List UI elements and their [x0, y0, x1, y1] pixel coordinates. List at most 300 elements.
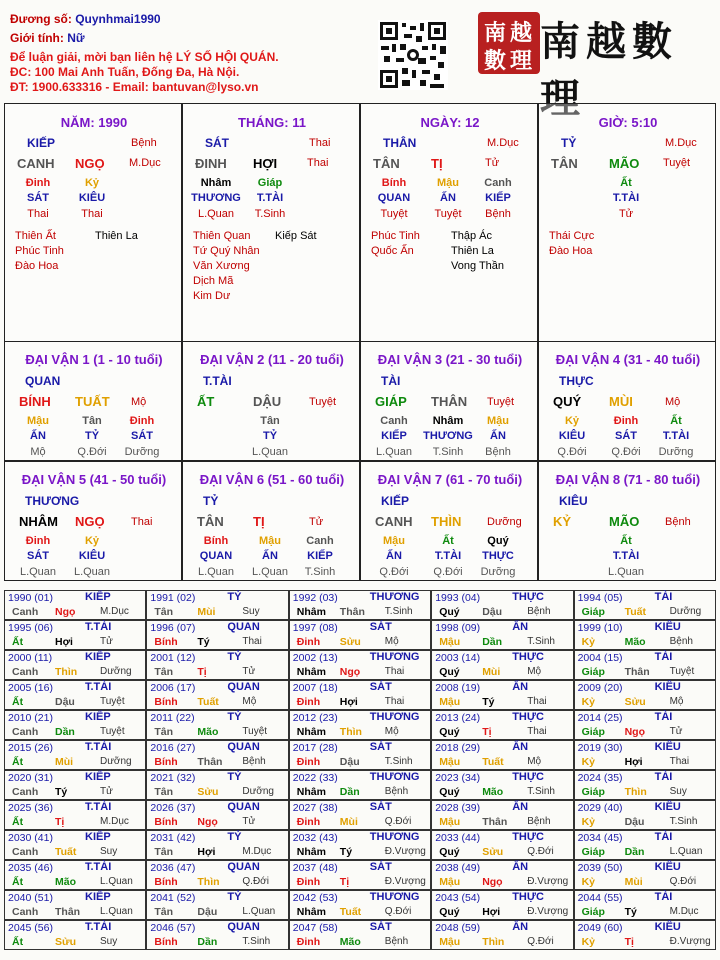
year-label: 2027 (38) — [292, 802, 338, 814]
hidden-stem: Bính — [203, 535, 229, 547]
hidden-star: QUAN — [199, 550, 233, 562]
pillar-cell — [360, 103, 538, 342]
dai-van-star: THỰC — [559, 374, 594, 388]
year-label: 2001 (12) — [150, 652, 196, 664]
dai-van-stage: Tuyệt — [309, 396, 337, 408]
year-cell — [574, 740, 716, 770]
year-chi: Ngọ — [482, 876, 503, 888]
year-label: 2031 (42) — [150, 832, 196, 844]
dai-van-cell — [538, 341, 716, 461]
dai-van-title: ĐẠI VẬN 5 (41 - 50 tuổi) — [21, 472, 167, 487]
year-cell — [146, 890, 288, 920]
hidden-stem: Đinh — [25, 535, 51, 547]
dai-van-stage: Mộ — [665, 396, 681, 408]
year-star: TỶ — [227, 831, 242, 843]
dai-van-can: ẤT — [197, 394, 215, 409]
year-can: Đinh — [296, 696, 321, 708]
year-stage: L.Quan — [669, 846, 703, 857]
hidden-stage: Q.Đới — [77, 446, 107, 458]
year-chi: Mùi — [339, 816, 358, 828]
year-cell — [146, 770, 288, 800]
year-star: KIẾP — [85, 591, 111, 603]
year-can: Tân — [154, 786, 174, 798]
dai-van-star: TỶ — [203, 494, 219, 508]
pillar-can: CANH — [17, 156, 55, 171]
year-chi: Tị — [339, 876, 350, 888]
year-stage: T.Sinh — [669, 816, 698, 827]
hidden-star: T.TÀI — [662, 430, 690, 442]
year-can: Tân — [154, 906, 174, 918]
dai-van-title: ĐẠI VẬN 7 (61 - 70 tuổi) — [377, 472, 523, 487]
hidden-star: QUAN — [377, 192, 411, 204]
year-star: THƯƠNG — [369, 711, 420, 723]
year-label: 2013 (24) — [435, 712, 481, 724]
year-label: 2044 (55) — [577, 892, 623, 904]
year-label: 2036 (47) — [150, 862, 196, 874]
year-label: 2019 (30) — [577, 742, 623, 754]
year-cell — [289, 830, 431, 860]
year-cell — [574, 890, 716, 920]
dai-van-star: THƯƠNG — [25, 494, 80, 508]
dai-van-chi: TUẤT — [75, 394, 110, 409]
year-stage: Q.Đới — [527, 846, 554, 857]
year-star: TÀI — [654, 831, 673, 843]
year-can: Kỷ — [581, 876, 596, 888]
year-cell — [574, 650, 716, 680]
year-chi: Thìn — [482, 936, 505, 948]
year-chi: Thân — [339, 606, 365, 618]
year-cell — [431, 740, 573, 770]
year-stage: Bệnh — [384, 786, 409, 797]
hidden-star: SÁT — [615, 430, 637, 442]
pillar-star-stage: M.Dục — [665, 137, 697, 149]
year-cell — [4, 770, 146, 800]
dai-van-cell — [538, 461, 716, 581]
hidden-star: T.TÀI — [256, 192, 284, 204]
dai-van-can: GIÁP — [375, 394, 407, 409]
year-cell — [289, 680, 431, 710]
year-cell — [4, 890, 146, 920]
year-chi: Thân — [624, 666, 650, 678]
year-can: Canh — [12, 726, 39, 738]
year-stage: M.Dục — [100, 606, 129, 617]
year-star: TỶ — [227, 891, 242, 903]
hidden-stage: Bệnh — [485, 446, 511, 458]
pillar-star-stage: M.Dục — [487, 137, 519, 149]
year-chi: Sửu — [482, 846, 504, 858]
year-cell — [289, 860, 431, 890]
year-label: 2004 (15) — [577, 652, 623, 664]
year-can: Giáp — [581, 606, 605, 618]
year-label: 2033 (44) — [435, 832, 481, 844]
year-cell — [4, 920, 146, 950]
year-star: THỰC — [512, 891, 544, 903]
year-can: Đinh — [296, 816, 321, 828]
pillar-cell — [4, 103, 182, 342]
year-chi: Mùi — [482, 666, 501, 678]
year-label: 2011 (22) — [150, 712, 195, 724]
hidden-stem: Nhâm — [432, 415, 464, 427]
year-cell — [431, 680, 573, 710]
shen-sha-left: Thái Cực — [549, 230, 595, 242]
year-can: Nhâm — [296, 906, 326, 918]
year-chi: Thìn — [55, 666, 78, 678]
pillar-cell — [182, 103, 360, 342]
year-chi: Mùi — [55, 756, 74, 768]
year-cell — [431, 770, 573, 800]
year-star: ẤN — [512, 861, 529, 873]
year-star: KIÊU — [654, 801, 681, 813]
year-stage: Dưỡng — [242, 786, 274, 797]
dai-van-chi: THÂN — [431, 394, 468, 409]
gender-line: Giới tính: Nữ — [10, 31, 85, 45]
year-cell — [146, 830, 288, 860]
year-chi: Tý — [482, 696, 495, 708]
dai-van-cell — [4, 341, 182, 461]
year-stage: Tử — [100, 636, 113, 647]
year-stage: Bệnh — [527, 606, 551, 617]
year-chi: Tý — [339, 846, 353, 858]
year-star: TÀI — [654, 591, 673, 603]
year-cell — [146, 860, 288, 890]
hidden-stage: Q.Đới — [433, 566, 463, 578]
year-label: 2023 (34) — [435, 772, 481, 784]
year-cell — [289, 590, 431, 620]
year-stage: Tuyệt — [100, 726, 125, 737]
year-label: 2022 (33) — [292, 772, 338, 784]
year-label: 2007 (18) — [292, 682, 338, 694]
year-cell — [146, 650, 288, 680]
year-star: T.TÀI — [85, 741, 112, 753]
year-chi: Dậu — [55, 696, 75, 708]
year-cell — [289, 620, 431, 650]
year-label: 2006 (17) — [150, 682, 196, 694]
shen-sha-right: Kiếp Sát — [275, 230, 317, 242]
dai-van-can: KỶ — [553, 514, 572, 529]
pillar-chi: NGỌ — [75, 156, 105, 171]
year-label: 1995 (06) — [8, 622, 53, 634]
year-cell — [146, 710, 288, 740]
hidden-star: THỰC — [482, 550, 514, 562]
year-chi: Dần — [55, 726, 75, 738]
year-cell — [146, 800, 288, 830]
year-cell — [574, 920, 716, 950]
pillar-can: TÂN — [373, 156, 400, 171]
dai-van-star: QUAN — [25, 374, 61, 388]
year-stage: Tử — [669, 726, 683, 737]
year-stage: Thai — [384, 696, 405, 707]
year-chi: Dậu — [624, 816, 645, 828]
year-star: QUAN — [227, 621, 260, 633]
year-can: Đinh — [296, 876, 321, 888]
dai-van-title: ĐẠI VẬN 8 (71 - 80 tuổi) — [555, 472, 701, 487]
year-label: 2003 (14) — [435, 652, 481, 664]
hidden-stage: L.Quan — [251, 446, 289, 458]
year-cell — [574, 860, 716, 890]
year-stage: Mộ — [527, 756, 542, 767]
year-label: 2024 (35) — [577, 772, 623, 784]
hidden-star: KIÊU — [78, 550, 106, 562]
year-cell — [4, 800, 146, 830]
year-label: 2015 (26) — [8, 742, 53, 754]
dai-van-chi: DẬU — [253, 394, 282, 409]
year-can: Giáp — [581, 906, 605, 918]
year-chi: Tuất — [197, 696, 219, 708]
year-chi: Sửu — [55, 936, 77, 948]
year-can: Giáp — [581, 846, 605, 858]
year-cell — [146, 920, 288, 950]
year-star: KIẾP — [85, 831, 111, 843]
year-stage: L.Quan — [242, 906, 276, 917]
year-label: 2040 (51) — [8, 892, 53, 904]
dai-van-chi: TỊ — [253, 514, 265, 529]
shen-sha-left: Phúc Tinh — [15, 245, 64, 257]
hidden-star: KIẾP — [307, 550, 333, 562]
year-stage: Tuyệt — [669, 666, 695, 677]
year-stage: Bệnh — [384, 936, 409, 947]
shen-sha-right: Thiên La — [95, 230, 138, 242]
dai-van-title: ĐẠI VẬN 1 (1 - 10 tuổi) — [25, 352, 163, 367]
year-star: QUAN — [227, 921, 260, 933]
dai-van-star: KIẾP — [381, 494, 410, 508]
year-label: 2047 (58) — [292, 922, 338, 934]
year-label: 2005 (16) — [8, 682, 53, 694]
hidden-stage: Mộ — [30, 446, 46, 458]
hidden-stem: Ất — [620, 177, 632, 189]
hidden-stem: Bính — [381, 177, 407, 189]
year-chi: Ngọ — [624, 726, 646, 738]
year-cell — [431, 920, 573, 950]
pillar-star-stage: Bệnh — [131, 137, 157, 149]
year-cell — [431, 830, 573, 860]
year-star: KIÊU — [654, 921, 681, 933]
year-stage: Q.Đới — [669, 876, 697, 887]
year-label: 1991 (02) — [150, 592, 196, 604]
hidden-star: TỶ — [84, 430, 100, 442]
year-can: Kỷ — [581, 636, 596, 648]
hidden-star: ẤN — [386, 550, 402, 562]
hidden-star: KIÊU — [558, 430, 586, 442]
hidden-star: T.TÀI — [612, 550, 640, 562]
year-stage: T.Sinh — [527, 636, 555, 647]
year-can: Bính — [154, 816, 178, 828]
year-stage: Tử — [242, 816, 256, 827]
year-label: 2035 (46) — [8, 862, 53, 874]
hidden-star: KIÊU — [78, 192, 106, 204]
dai-van-stage: Dưỡng — [487, 516, 522, 528]
dai-van-cell — [182, 341, 360, 461]
year-can: Quý — [439, 906, 460, 918]
shen-sha-left: Đào Hoa — [15, 260, 59, 272]
phone-email-line: ĐT: 1900.633316 - Email: bantuvan@lyso.vn — [10, 80, 259, 94]
year-can: Đinh — [296, 936, 321, 948]
year-chi: Ngọ — [339, 666, 361, 678]
year-star: QUAN — [227, 801, 260, 813]
year-can: Canh — [12, 786, 39, 798]
year-label: 2028 (39) — [435, 802, 481, 814]
hidden-stem: Ất — [620, 535, 632, 547]
hidden-stem: Tân — [260, 415, 280, 427]
year-cell — [289, 650, 431, 680]
year-cell — [574, 770, 716, 800]
year-stage: Suy — [100, 846, 118, 857]
year-can: Kỷ — [581, 696, 596, 708]
year-star: THƯƠNG — [369, 651, 420, 663]
year-chi: Dần — [482, 636, 503, 648]
year-label: 1992 (03) — [292, 592, 338, 604]
year-cell — [431, 710, 573, 740]
year-chi: Dần — [624, 846, 645, 858]
year-cell — [146, 740, 288, 770]
dai-van-star: T.TÀI — [203, 374, 232, 388]
dai-van-chi: THÌN — [431, 514, 462, 529]
year-star: ẤN — [512, 921, 529, 933]
year-chi: Tý — [55, 786, 68, 798]
year-label: 2038 (49) — [435, 862, 481, 874]
hidden-stem: Canh — [380, 415, 408, 427]
year-star: TỶ — [227, 711, 242, 723]
year-star: KIÊU — [654, 741, 681, 753]
year-stage: Q.Đới — [384, 906, 412, 917]
year-cell — [574, 710, 716, 740]
hidden-star: SÁT — [27, 192, 49, 204]
year-star: TÀI — [654, 711, 673, 723]
year-stage: Suy — [242, 606, 260, 617]
year-chi: Sửu — [197, 786, 219, 798]
hidden-star: T.TÀI — [434, 550, 462, 562]
year-chi: Thân — [55, 906, 81, 918]
year-cell — [4, 830, 146, 860]
year-cell — [574, 800, 716, 830]
shen-sha-left: Đào Hoa — [549, 245, 593, 257]
year-chi: Mão — [197, 726, 219, 738]
year-label: 2043 (54) — [435, 892, 481, 904]
year-can: Canh — [12, 666, 39, 678]
year-chi: Tuất — [339, 906, 362, 918]
year-chi: Hợi — [197, 846, 216, 858]
dai-van-title: ĐẠI VẬN 4 (31 - 40 tuổi) — [555, 352, 701, 367]
year-cell — [289, 710, 431, 740]
year-label: 2037 (48) — [292, 862, 338, 874]
year-label: 2014 (25) — [577, 712, 623, 724]
year-can: Kỷ — [581, 756, 596, 768]
year-can: Mậu — [439, 756, 461, 768]
year-can: Nhâm — [296, 666, 326, 678]
year-star: SÁT — [369, 741, 392, 753]
year-star: ẤN — [512, 801, 529, 813]
year-can: Ất — [12, 696, 24, 708]
year-chi: Ngọ — [55, 606, 76, 618]
dai-van-stage: Tuyệt — [487, 396, 515, 408]
year-can: Mậu — [439, 936, 461, 948]
pillar-star: TỶ — [561, 136, 577, 150]
year-can: Ất — [12, 756, 24, 768]
year-label: 2008 (19) — [435, 682, 481, 694]
red-seal-icon: 南 越 數 理 — [478, 12, 540, 74]
year-can: Mậu — [439, 636, 461, 648]
pillar-chi-stage: Thai — [307, 157, 329, 169]
year-can: Giáp — [581, 666, 605, 678]
year-stage: Bệnh — [527, 816, 551, 827]
year-can: Bính — [154, 936, 178, 948]
hidden-stem: Mậu — [259, 535, 281, 547]
pillar-title: NĂM: 1990 — [60, 115, 128, 130]
year-cell — [4, 710, 146, 740]
year-star: T.TÀI — [85, 921, 112, 933]
hidden-stem: Giáp — [257, 177, 283, 189]
year-cell — [431, 800, 573, 830]
year-chi: Sửu — [339, 636, 361, 648]
year-chi: Ngọ — [197, 816, 218, 828]
year-label: 2026 (37) — [150, 802, 196, 814]
year-star: TÀI — [654, 771, 673, 783]
year-can: Nhâm — [296, 606, 326, 618]
year-can: Đinh — [296, 636, 321, 648]
dai-van-cell — [4, 461, 182, 581]
year-star: SÁT — [369, 801, 392, 813]
year-star: THỰC — [512, 651, 544, 663]
hidden-stem: Ất — [670, 415, 682, 427]
year-stage: T.Sinh — [384, 756, 413, 767]
brand-logo: 南越數理 — [540, 18, 678, 122]
year-stage: L.Quan — [100, 876, 133, 887]
hidden-stem: Nhâm — [200, 177, 232, 189]
year-stage: Q.Đới — [384, 816, 412, 827]
year-can: Giáp — [581, 726, 605, 738]
year-star: SÁT — [369, 921, 392, 933]
hidden-stem: Đinh — [613, 415, 639, 427]
year-label: 1997 (08) — [292, 622, 338, 634]
year-chi: Mão — [339, 936, 361, 948]
year-stage: M.Dục — [669, 906, 699, 917]
year-stage: Mộ — [384, 726, 399, 737]
hidden-stage: Q.Đới — [557, 446, 587, 458]
year-cell — [289, 800, 431, 830]
year-star: TỶ — [227, 591, 242, 603]
year-can: Ất — [12, 876, 24, 888]
pillar-star: SÁT — [205, 136, 229, 150]
year-star: KIẾP — [85, 771, 111, 783]
hidden-stage: L.Quan — [73, 566, 111, 578]
year-stage: Thai — [384, 666, 405, 677]
pillar-chi: TỊ — [431, 156, 443, 171]
year-can: Mậu — [439, 816, 461, 828]
hidden-stem: Tân — [82, 415, 102, 427]
hidden-stage: T.Sinh — [254, 208, 286, 220]
pillar-star: KIẾP — [27, 136, 56, 150]
pillar-can: TÂN — [551, 156, 578, 171]
year-stage: Q.Đới — [527, 936, 554, 947]
year-label: 2039 (50) — [577, 862, 623, 874]
year-label: 2018 (29) — [435, 742, 481, 754]
year-can: Quý — [439, 726, 460, 738]
hidden-stage: Tuyệt — [380, 208, 408, 220]
year-stage: Mộ — [669, 696, 684, 707]
year-stage: Đ.Vượng — [384, 876, 426, 887]
year-chi: Mão — [55, 876, 76, 888]
shen-sha-left: Kim Dư — [193, 290, 231, 302]
dai-van-can: QUÝ — [553, 394, 582, 409]
year-stage: T.Sinh — [527, 786, 555, 797]
year-can: Nhâm — [296, 846, 326, 858]
hidden-stem: Kỷ — [84, 177, 100, 189]
year-star: T.TÀI — [85, 861, 112, 873]
year-label: 2045 (56) — [8, 922, 53, 934]
shen-sha-left: Thiên Ất — [15, 230, 56, 242]
year-label: 2042 (53) — [292, 892, 338, 904]
year-label: 2002 (13) — [292, 652, 338, 664]
year-star: SÁT — [369, 861, 392, 873]
